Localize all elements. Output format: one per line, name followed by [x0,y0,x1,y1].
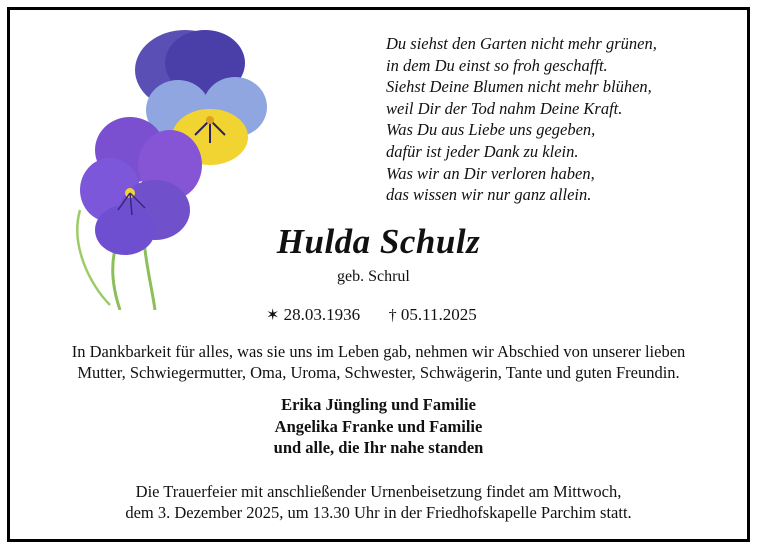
poem-line: Siehst Deine Blumen nicht mehr blühen, [386,77,652,97]
death-date: 05.11.2025 [400,305,477,324]
gratitude-line: Mutter, Schwiegermutter, Oma, Uroma, Schwester, Schwägerin, Tante und guten Freundin. [77,363,680,382]
poem-line: Du siehst den Garten nicht mehr grünen, [386,34,657,53]
life-dates [266,305,477,325]
deceased-name-row [0,222,757,262]
poem-line: weil Dir der Tod nahm Deine Kraft. [386,98,623,118]
gratitude-line: In Dankbarkeit für alles, was sie uns im Leben gab, nehmen wir Abschied von unserer lieben [71,342,686,361]
poem-line: das wissen wir nur ganz allein. [386,185,592,205]
death-cross-icon: † [388,307,397,324]
birth-name: geb. Schrul [337,268,410,285]
deceased-name: Hulda Schulz [276,222,481,261]
mourner: Erika Jüngling und Familie [281,395,476,414]
birth-date: 28.03.1936 [283,305,361,324]
mourner: Angelika Franke und Familie [274,416,483,436]
mourners-list [0,394,757,459]
birth-star-icon: ✶ [266,307,280,324]
ceremony-line: Die Trauerfeier mit anschließender Urnenbeisetzung findet am Mittwoch, [135,482,622,501]
ceremony-line: dem 3. Dezember 2025, um 13.30 Uhr in der Friedhofskapelle Parchim statt. [125,503,632,522]
mourner: und alle, die Ihr nahe standen [273,438,484,457]
poem-line: Was Du aus Liebe uns gegeben, [386,120,596,140]
poem [386,33,731,206]
poem-line: in dem Du einst so froh geschafft. [386,55,608,75]
poem-line: Was wir an Dir verloren haben, [386,163,595,183]
pansy-flowers-image [70,25,275,310]
ceremony-info [18,481,739,523]
gratitude-text [18,341,739,383]
poem-line: dafür ist jeder Dank zu klein. [386,141,579,161]
